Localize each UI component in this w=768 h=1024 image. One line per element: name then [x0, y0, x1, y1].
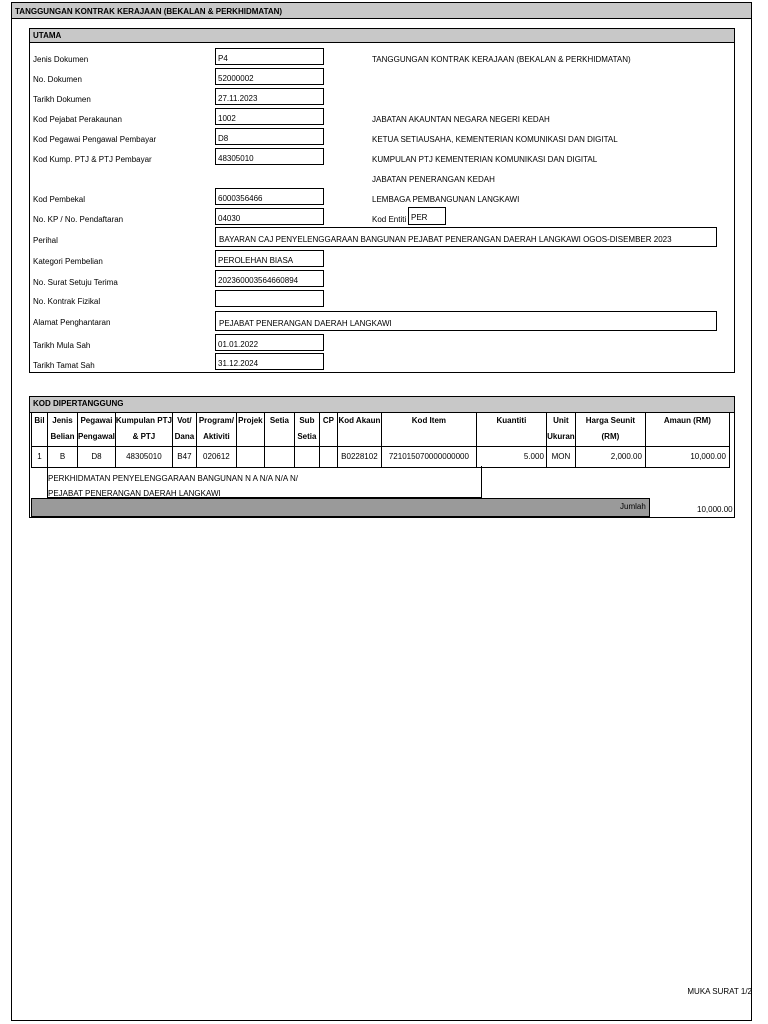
label-no-dokumen: No. Dokumen — [33, 75, 82, 84]
cell-setia — [264, 447, 294, 468]
field-no-dokumen: 52000002 — [215, 68, 324, 85]
desc-kod-pegawai: KETUA SETIAUSAHA, KEMENTERIAN KOMUNIKASI DAN DIGITAL — [372, 135, 618, 144]
col-program-aktiviti: Program/ Aktiviti — [196, 413, 236, 447]
col-kuantiti: Kuantiti — [476, 413, 546, 447]
cell-amaun: 10,000.00 — [645, 447, 729, 468]
field-kod-pejabat: 1002 — [215, 108, 324, 125]
cell-kumpulan: 48305010 — [115, 447, 172, 468]
label-tarikh-tamat: Tarikh Tamat Sah — [33, 361, 95, 370]
col-amaun: Amaun (RM) — [645, 413, 729, 447]
field-tarikh-mula: 01.01.2022 — [215, 334, 324, 351]
label-kategori: Kategori Pembelian — [33, 257, 103, 266]
cell-unit: MON — [546, 447, 575, 468]
label-jenis-dokumen: Jenis Dokumen — [33, 55, 89, 64]
col-sub-setia: Sub Setia — [294, 413, 319, 447]
desc-kod-kump-ptj-2: JABATAN PENERANGAN KEDAH — [372, 175, 495, 184]
col-kod-item: Kod Item — [381, 413, 476, 447]
label-no-kp: No. KP / No. Pendaftaran — [33, 215, 124, 224]
kod-note-line1: PERKHIDMATAN PENYELENGGARAAN BANGUNAN N A N/A N/A N/ — [48, 474, 298, 483]
label-no-surat: No. Surat Setuju Terima — [33, 278, 118, 287]
cell-program: 020612 — [196, 447, 236, 468]
label-kod-pegawai: Kod Pegawai Pengawal Pembayar — [33, 135, 157, 144]
kod-note-line2: PEJABAT PENERANGAN DAERAH LANGKAWI — [48, 489, 221, 498]
desc-kod-pejabat: JABATAN AKAUNTAN NEGARA NEGERI KEDAH — [372, 115, 550, 124]
cell-kuantiti: 5.000 — [476, 447, 546, 468]
label-alamat: Alamat Penghantaran — [33, 318, 111, 327]
col-jenis-belian: Jenis Belian — [48, 413, 78, 447]
jumlah-value: 10,000.00 — [697, 505, 733, 514]
field-kod-pegawai: D8 — [215, 128, 324, 145]
label-kod-pejabat: Kod Pejabat Perakaunan — [33, 115, 122, 124]
col-pegawai-pengawal: Pegawai Pengawal — [78, 413, 116, 447]
cell-pegawai: D8 — [78, 447, 116, 468]
cell-kod-item: 721015070000000000 — [381, 447, 476, 468]
cell-jenis: B — [48, 447, 78, 468]
kod-table — [31, 412, 730, 468]
cell-bil: 1 — [32, 447, 48, 468]
col-kod-akaun: Kod Akaun — [337, 413, 381, 447]
label-tarikh-mula: Tarikh Mula Sah — [33, 341, 91, 350]
field-alamat: PEJABAT PENERANGAN DAERAH LANGKAWI — [215, 311, 717, 331]
utama-header: UTAMA — [30, 29, 734, 43]
label-no-kontrak: No. Kontrak Fizikal — [33, 297, 101, 306]
field-tarikh-tamat: 31.12.2024 — [215, 353, 324, 370]
table-row — [32, 447, 730, 468]
field-no-kp: 04030 — [215, 208, 324, 225]
kod-header: KOD DIPERTANGGUNG — [30, 397, 734, 413]
cell-projek — [236, 447, 264, 468]
page-number: MUKA SURAT 1/2 — [687, 987, 752, 996]
cell-sub-setia — [294, 447, 319, 468]
jumlah-bar — [31, 498, 650, 517]
field-no-surat: 202360003564660894 — [215, 270, 324, 287]
field-kod-entiti: PER — [408, 207, 446, 225]
page-title: TANGGUNGAN KONTRAK KERAJAAN (BEKALAN & PERKHIDMATAN) — [11, 2, 752, 19]
col-kumpulan-ptj: Kumpulan PTJ & PTJ — [115, 413, 172, 447]
cell-harga: 2,000.00 — [575, 447, 645, 468]
col-bil: Bil — [32, 413, 48, 447]
field-kod-pembekal: 6000356466 — [215, 188, 324, 205]
col-projek: Projek — [236, 413, 264, 447]
jumlah-label: Jumlah — [620, 502, 646, 511]
cell-cp — [319, 447, 337, 468]
label-kod-entiti: Kod Entiti — [372, 215, 407, 224]
field-no-kontrak — [215, 290, 324, 307]
col-vot-dana: Vot/ Dana — [172, 413, 196, 447]
desc-kod-kump-ptj: KUMPULAN PTJ KEMENTERIAN KOMUNIKASI DAN DIGITAL — [372, 155, 598, 164]
kod-table-header-row — [32, 413, 730, 447]
field-perihal: BAYARAN CAJ PENYELENGGARAAN BANGUNAN PEJABAT PENERANGAN DAERAH LANGKAWI OGOS-DISEMBER 2023 — [215, 227, 717, 247]
field-kod-kump-ptj: 48305010 — [215, 148, 324, 165]
field-jenis-dokumen: P4 — [215, 48, 324, 65]
label-tarikh-dokumen: Tarikh Dokumen — [33, 95, 91, 104]
label-kod-pembekal: Kod Pembekal — [33, 195, 86, 204]
col-harga-seunit: Harga Seunit (RM) — [575, 413, 645, 447]
col-unit-ukuran: Unit Ukuran — [546, 413, 575, 447]
field-kategori: PEROLEHAN BIASA — [215, 250, 324, 267]
label-kod-kump-ptj: Kod Kump. PTJ & PTJ Pembayar — [33, 155, 152, 164]
col-cp: CP — [319, 413, 337, 447]
desc-kod-pembekal: LEMBAGA PEMBANGUNAN LANGKAWI — [372, 195, 520, 204]
desc-jenis-dokumen: TANGGUNGAN KONTRAK KERAJAAN (BEKALAN & PERKHIDMATAN) — [372, 55, 631, 64]
cell-kod-akaun: B0228102 — [337, 447, 381, 468]
field-tarikh-dokumen: 27.11.2023 — [215, 88, 324, 105]
col-setia: Setia — [264, 413, 294, 447]
cell-vot: B47 — [172, 447, 196, 468]
label-perihal: Perihal — [33, 236, 58, 245]
